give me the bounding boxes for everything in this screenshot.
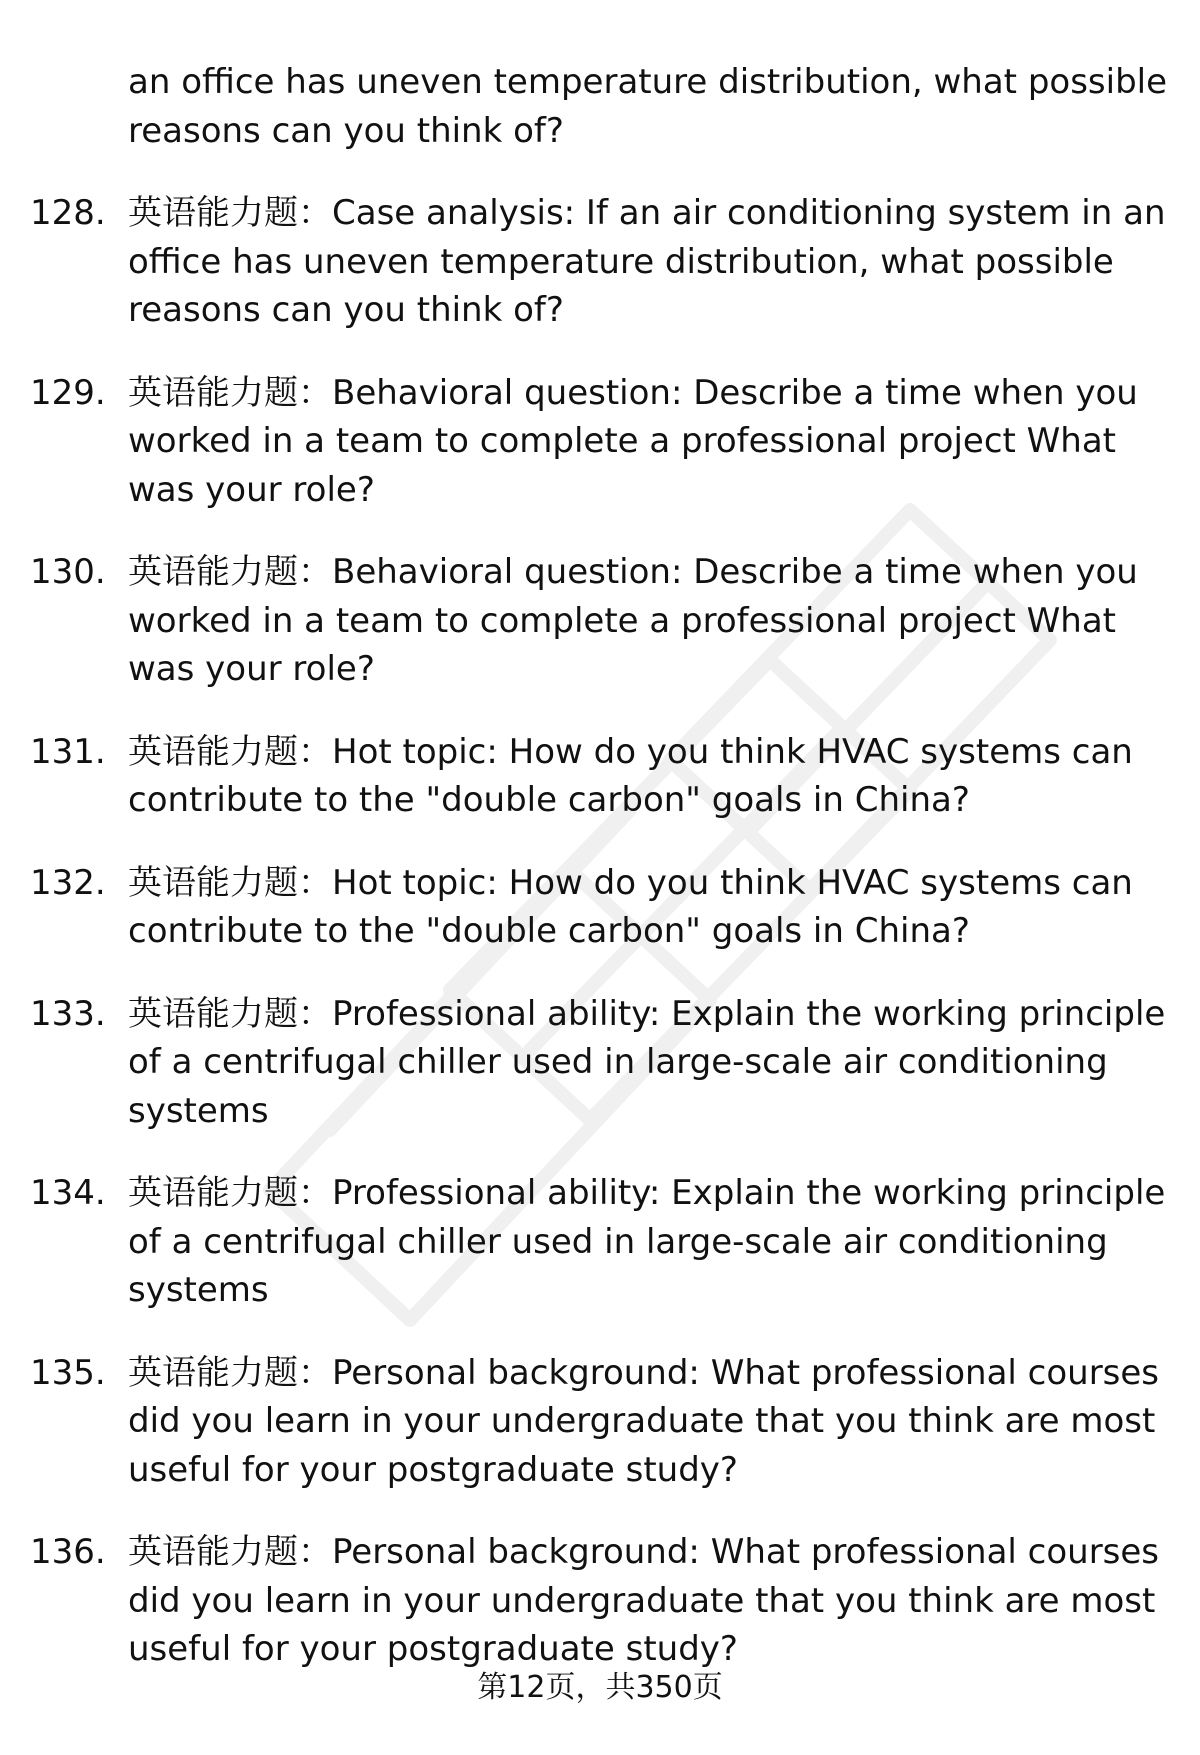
question-number: 133. (30, 993, 106, 1034)
continued-question-text: an office has uneven temperature distribution, what possible reasons can you think of? (128, 62, 1168, 151)
question-text: 英语能力题：Professional ability: Explain the working principle of a centrifugal chiller used in large-scale air conditioning systems (128, 993, 1166, 1131)
question-item-134 (30, 1169, 1170, 1315)
question-number: 132. (30, 862, 106, 903)
question-number: 134. (30, 1173, 106, 1213)
question-number: 129. (30, 372, 106, 413)
question-text: 英语能力题：Case analysis: If an air conditioning system in an office has uneven temperature distribution, what possible reasons can you think of? (128, 193, 1166, 330)
question-text: 英语能力题：Personal background: What professional courses did you learn in your undergraduate that you think are most useful for your postgraduate study? (128, 1532, 1160, 1669)
question-text: 英语能力题：Professional ability: Explain the working principle of a centrifugal chiller used in large-scale air conditioning systems (128, 1173, 1166, 1310)
question-number: 131. (30, 731, 106, 772)
question-number: 128. (30, 193, 106, 233)
question-text: 英语能力题：Hot topic: How do you think HVAC systems can contribute to the "double carbon" goals in China? (128, 731, 1133, 820)
question-number: 130. (30, 552, 106, 592)
question-item-129 (30, 369, 1170, 515)
question-number: 136. (30, 1532, 106, 1572)
question-text: 英语能力题：Behavioral question: Describe a time when you worked in a team to complete a professional project What was your role? (128, 372, 1138, 510)
question-item-131 (30, 728, 1170, 825)
question-text: 英语能力题：Personal background: What professional courses did you learn in your undergraduate that you think are most useful for your postgraduate study? (128, 1352, 1160, 1490)
question-item-130 (30, 548, 1170, 694)
question-item-128 (30, 189, 1170, 335)
question-text: 英语能力题：Behavioral question: Describe a time when you worked in a team to complete a professional project What was your role? (128, 552, 1138, 689)
question-item-135 (30, 1349, 1170, 1495)
page-footer: 第12页，共350页 (477, 1670, 723, 1705)
question-item-133 (30, 990, 1170, 1136)
question-number: 135. (30, 1352, 106, 1393)
question-text: 英语能力题：Hot topic: How do you think HVAC systems can contribute to the "double carbon" goals in China? (128, 862, 1133, 951)
question-item-136 (30, 1528, 1170, 1674)
question-list (30, 58, 1170, 1708)
question-item-132 (30, 859, 1170, 956)
